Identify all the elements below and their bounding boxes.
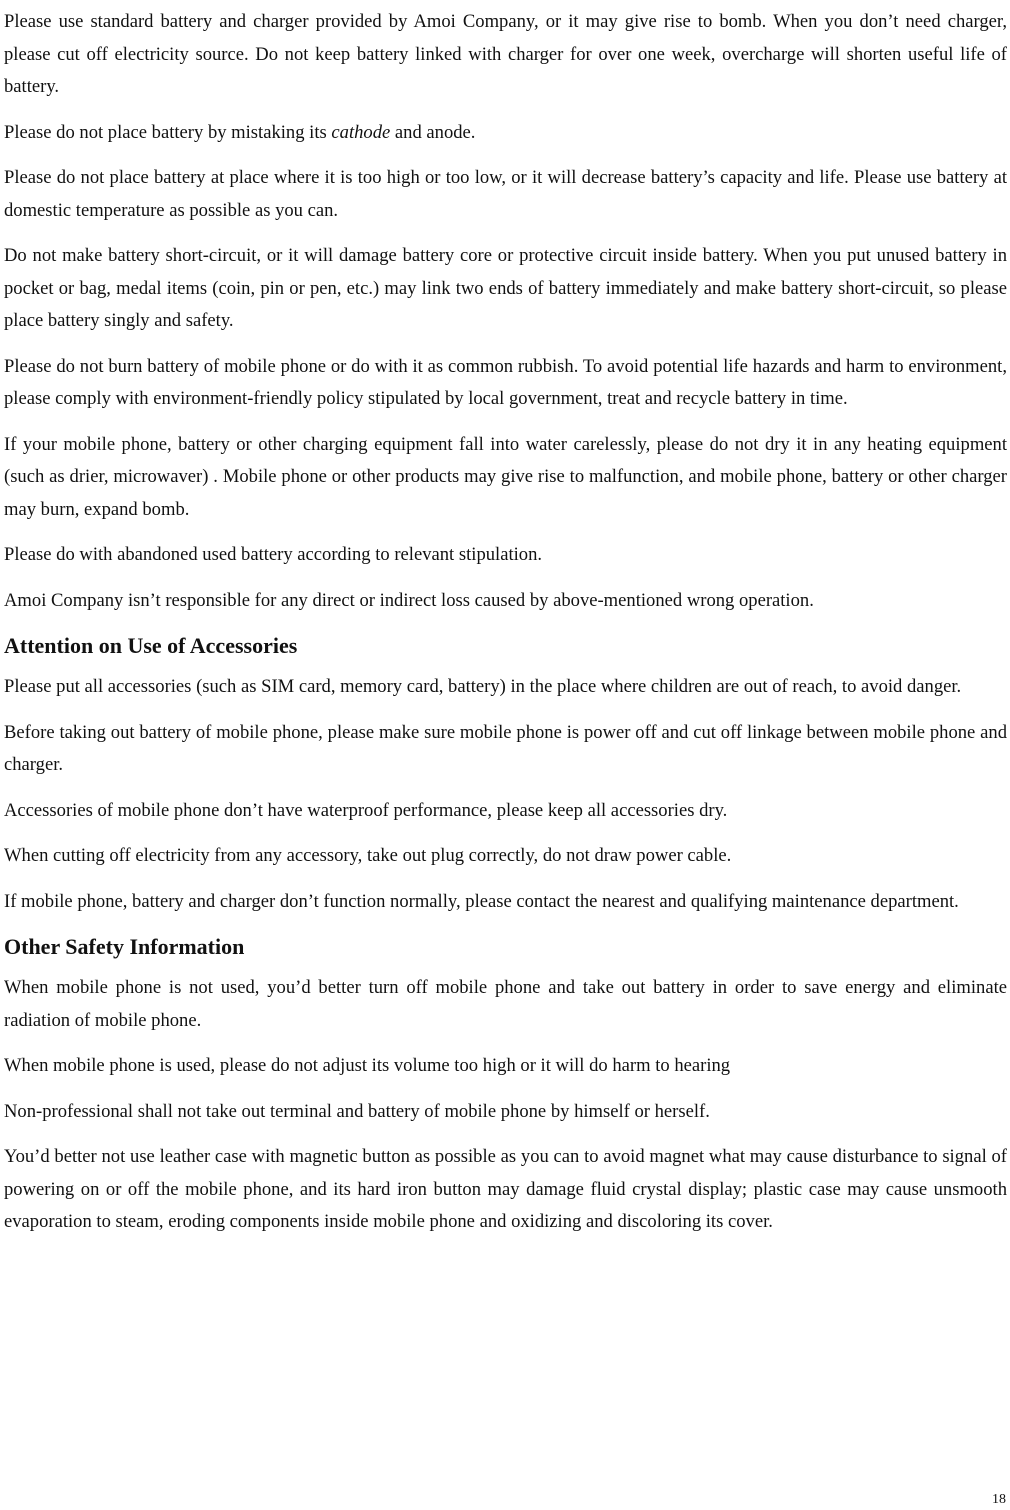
heading-accessories: Attention on Use of Accessories [4, 633, 298, 658]
paragraph-accessories-waterproof: Accessories of mobile phone don’t have waterproof performance, please keep all accessories dry. [4, 799, 728, 821]
paragraph-accessories-power-off: Before taking out battery of mobile phone, please make sure mobile phone is power off and cut off linkage between mobile phone and charger. [4, 721, 1007, 775]
paragraph-cathode-anode [4, 117, 1007, 150]
paragraph-short-circuit: Do not make battery short-circuit, or it will damage battery core or protective circuit inside battery. When you put unused battery in pocket or bag, medal items (coin, pin or pen, etc.) may link two ends of battery immediately and make battery short-circuit, so please place battery singly and safety. [4, 245, 1007, 331]
paragraph-accessories-maintenance: If mobile phone, battery and charger don’t function normally, please contact the nearest and qualifying maintenance department. [4, 890, 959, 912]
paragraph-accessories-children: Please put all accessories (such as SIM card, memory card, battery) in the place where children are out of reach, to avoid danger. [4, 676, 962, 697]
paragraph-temperature: Please do not place battery at place where it is too high or too low, or it will decrease battery’s capacity and life. Please use battery at domestic temperature as possible as you can. [4, 167, 1007, 221]
paragraph-cathode-italic: cathode [331, 121, 391, 143]
paragraph-liability: Amoi Company isn’t responsible for any direct or indirect loss caused by above-mentioned wrong operation. [4, 589, 814, 611]
paragraph-other-turn-off: When mobile phone is not used, you’d better turn off mobile phone and take out battery in order to save energy and eliminate radiation of mobile phone. [4, 977, 1007, 1031]
document-page [4, 6, 1007, 1252]
heading-other-safety: Other Safety Information [4, 934, 245, 959]
page-number: 18 [992, 1492, 1006, 1507]
paragraph-standard-battery: Please use standard battery and charger provided by Amoi Company, or it may give rise to bomb. When you don’t need charger, please cut off electricity source. Do not keep battery linked with charger for over one week, overcharge will shorten useful life of battery. [4, 11, 1007, 97]
paragraph-cathode-before: Please do not place battery by mistaking its [4, 121, 332, 143]
paragraph-cathode-after: and anode. [390, 121, 476, 143]
paragraph-other-leather-case: You’d better not use leather case with magnetic button as possible as you can to avoid magnet what may cause disturbance to signal of powering on or off the mobile phone, and its hard iron button may damage fluid crystal display; plastic case may cause unsmooth evaporation to steam, eroding components inside mobile phone and oxidizing and discoloring its cover. [4, 1146, 1007, 1232]
paragraph-other-volume: When mobile phone is used, please do not adjust its volume too high or it will do harm to hearing [4, 1055, 731, 1076]
paragraph-accessories-plug: When cutting off electricity from any accessory, take out plug correctly, do not draw power cable. [4, 845, 732, 866]
paragraph-abandoned-battery: Please do with abandoned used battery according to relevant stipulation. [4, 544, 543, 565]
paragraph-burn-battery: Please do not burn battery of mobile phone or do with it as common rubbish. To avoid potential life hazards and harm to environment, please comply with environment-friendly policy stipulated by local government, treat and recycle battery in time. [4, 355, 1007, 409]
paragraph-water: If your mobile phone, battery or other charging equipment fall into water carelessly, please do not dry it in any heating equipment (such as drier, microwaver) . Mobile phone or other products may give rise to malfunction, and mobile phone, battery or other charger may burn, expand bomb. [4, 433, 1007, 520]
paragraph-other-non-professional: Non-professional shall not take out terminal and battery of mobile phone by himself or herself. [4, 1100, 710, 1122]
